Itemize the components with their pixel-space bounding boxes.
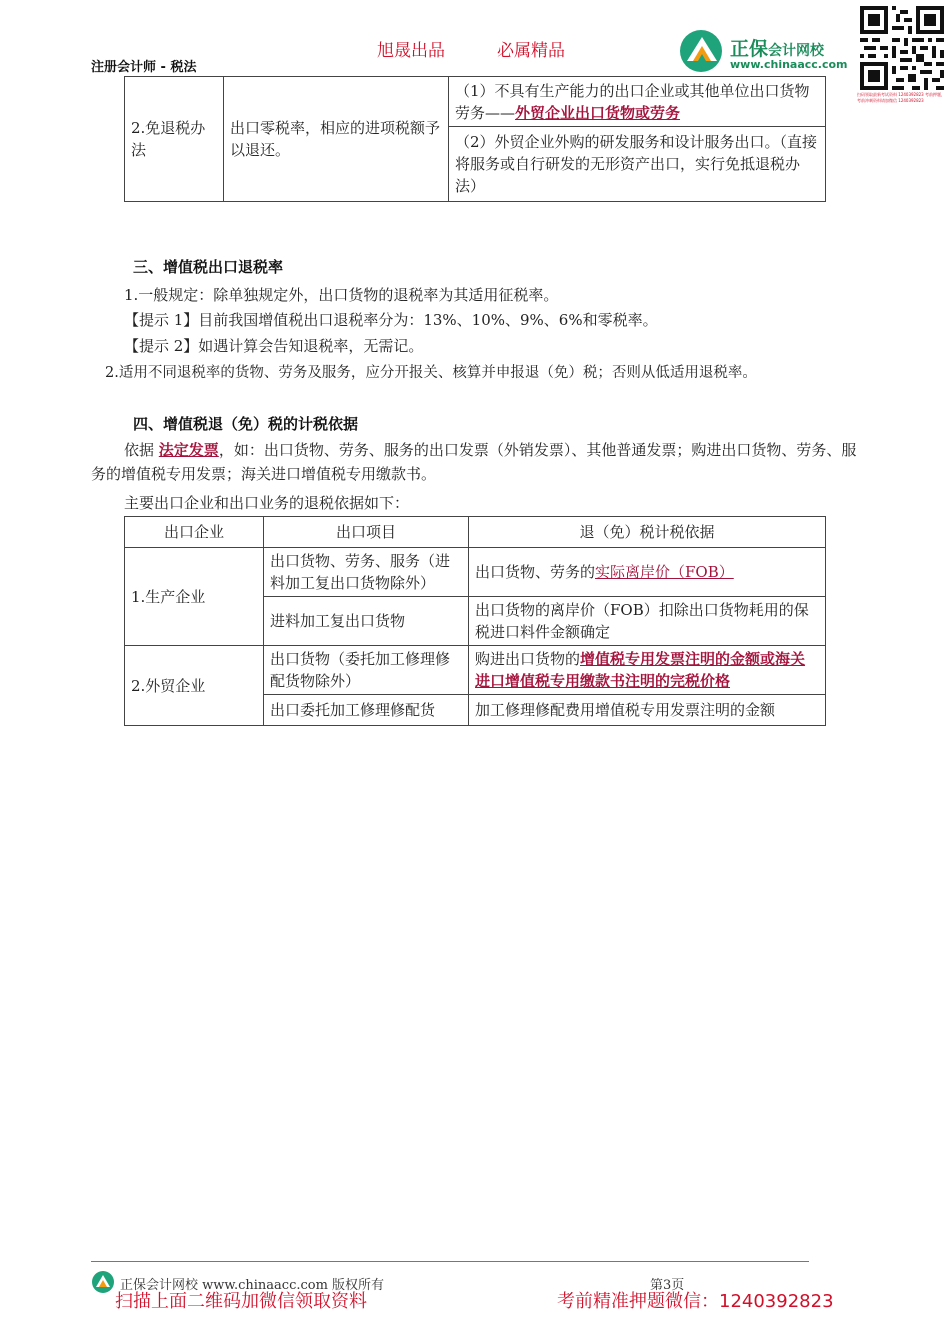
qr-code-icon [860,6,944,90]
method-desc-cell: 出口零税率，相应的进项税额予以退还。 [224,77,449,202]
case1-text: （1）不具有生产能力的出口企业或其他单位出口货物劳务—— [455,81,810,122]
item-cell: 进料加工复出口货物 [264,597,469,646]
basis-cell [469,646,826,695]
section3-tip2: 【提示 2】如遇计算会告知退税率，无需记。 [124,337,424,355]
method-cell: 2.免退税办法 [125,77,224,202]
refund-basis-table [124,516,826,726]
footer-logo [91,1270,115,1294]
promo-right: 考前精准押题微信：1240392823 [557,1291,834,1312]
refund-method-table [124,76,826,202]
header-item: 出口项目 [264,517,469,548]
basis-text: 出口货物、劳务的 [475,563,596,581]
logo-brand-sub: 会计网校 [768,43,825,59]
course-title: 注册会计师 - 税法 [91,60,197,75]
case1-cell [449,77,826,127]
fob-emphasis: 实际离岸价（FOB） [595,563,734,581]
case2-cell: （2）外贸企业外购的研发服务和设计服务出口。（直接将服务或自行研发的无形资产出口，实行免抵退税办法） [449,127,826,202]
enterprise-trader: 2.外贸企业 [125,646,264,726]
table-row [125,646,826,695]
section4-paragraph [91,438,857,486]
section3-heading: 三、增值税出口退税率 [133,258,284,276]
item-cell: 出口委托加工修理修配货 [264,695,469,726]
section4-heading: 四、增值税退（免）税的计税依据 [133,415,359,433]
basis-cell: 加工修理修配费用增值税专用发票注明的金额 [469,695,826,726]
logo-url: www.chinaacc.com [730,58,848,71]
item-cell: 出口货物（委托加工修理修配货物除外） [264,646,469,695]
footer-copyright: 正保会计网校 www.chinaacc.com 版权所有 [120,1278,385,1293]
item-cell: 出口货物、劳务、服务（进料加工复出口货物除外） [264,548,469,597]
slogan-right: 必属精品 [497,41,565,61]
table-header-row [125,517,826,548]
table-row [125,548,826,597]
qr-note: 扫码领取最新考试资料 1240392823 考前押题，考前冲刺资料请加微信 1240392823 [857,92,945,103]
basis-cell [469,548,826,597]
section3-line1: 1.一般规定：除单独规定外，出口货物的退税率为其适用征税率。 [124,286,559,304]
basis-examples: ，如：出口货物、劳务、服务的出口发票（外销发票）、其他普通发票；购进出口货物、劳务、服务的增值税专用发票；海关进口增值税专用缴款书。 [91,441,857,483]
case1-emphasis: 外贸企业出口货物或劳务 [515,103,681,122]
header-enterprise: 出口企业 [125,517,264,548]
section4-table-intro: 主要出口企业和出口业务的退税依据如下： [124,494,410,512]
promo-left: 扫描上面二维码加微信领取资料 [115,1291,367,1312]
basis-text: 购进出口货物的 [475,650,581,668]
footer-logo-icon [91,1270,115,1294]
legal-invoice-emphasis: 法定发票 [158,441,219,459]
qr-code [860,6,944,90]
section3-tip1: 【提示 1】目前我国增值税出口退税率分为：13%、10%、9%、6%和零税率。 [124,311,658,329]
table-row [125,77,826,127]
basis-cell: 出口货物的离岸价（FOB）扣除出口货物耗用的保税进口料件金额确定 [469,597,826,646]
footer-divider [91,1261,809,1262]
chinaacc-logo [678,28,853,74]
page-number: 第3页 [650,1278,685,1293]
logo-emblem-icon [678,28,726,74]
logo-brand [730,34,824,61]
logo-brand-main: 正保 [730,38,769,60]
slogan-left: 旭晟出品 [377,41,445,61]
enterprise-manufacturer: 1.生产企业 [125,548,264,646]
header-basis: 退（免）税计税依据 [469,517,826,548]
basis-intro: 依据 [124,441,155,459]
section3-line2: 2.适用不同退税率的货物、劳务及服务，应分开报关、核算并申报退（免）税；否则从低适用退税率。 [105,365,757,381]
vat-invoice-emphasis: 增值税专用发票注明的金额或海关进口增值税专用缴款书注明的完税价格 [475,650,806,690]
